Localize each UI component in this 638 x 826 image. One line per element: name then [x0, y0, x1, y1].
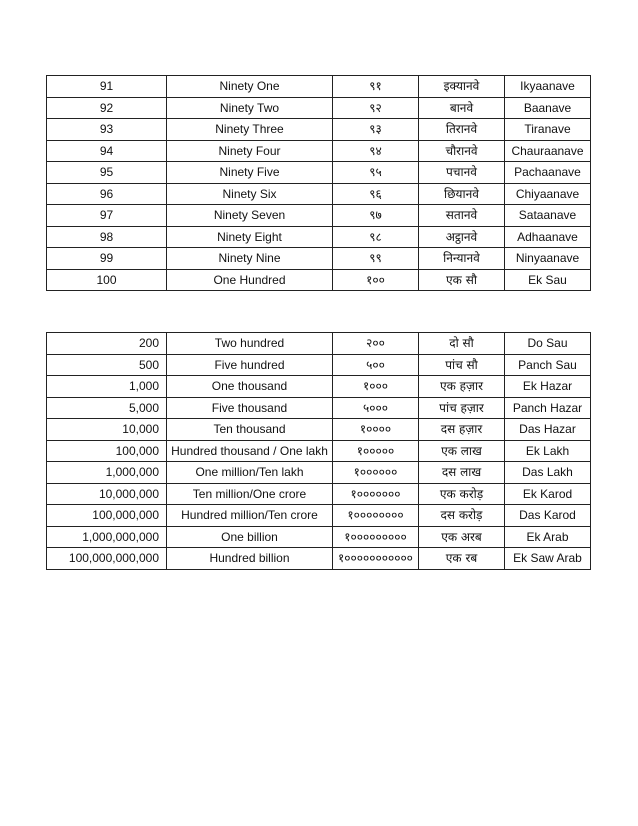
- english-name-cell: Ninety Five: [167, 162, 333, 184]
- number-cell: 92: [47, 97, 167, 119]
- devanagari-numeral-cell: १००००: [333, 419, 419, 441]
- table-row: [47, 333, 591, 355]
- hindi-word-cell: चौरानवे: [419, 140, 505, 162]
- transliteration-cell: Chiyaanave: [505, 183, 591, 205]
- english-name-cell: Ninety Two: [167, 97, 333, 119]
- transliteration-cell: Ikyaanave: [505, 76, 591, 98]
- table-row: [47, 462, 591, 484]
- devanagari-numeral-cell: २००: [333, 333, 419, 355]
- table-row: [47, 183, 591, 205]
- english-name-cell: Ninety Six: [167, 183, 333, 205]
- english-name-cell: One Hundred: [167, 269, 333, 291]
- devanagari-numeral-cell: ९६: [333, 183, 419, 205]
- numbers-table-91-to-100: [46, 75, 591, 291]
- transliteration-cell: Chauraanave: [505, 140, 591, 162]
- hindi-word-cell: दस लाख: [419, 462, 505, 484]
- table-row: [47, 354, 591, 376]
- english-name-cell: Ninety One: [167, 76, 333, 98]
- transliteration-cell: Das Hazar: [505, 419, 591, 441]
- hindi-word-cell: बानवे: [419, 97, 505, 119]
- hindi-word-cell: एक रब: [419, 548, 505, 570]
- devanagari-numeral-cell: १०००००: [333, 440, 419, 462]
- number-cell: 98: [47, 226, 167, 248]
- table-row: [47, 376, 591, 398]
- table-row: [47, 397, 591, 419]
- transliteration-cell: Ek Sau: [505, 269, 591, 291]
- devanagari-numeral-cell: ९१: [333, 76, 419, 98]
- hindi-word-cell: दो सौ: [419, 333, 505, 355]
- number-cell: 93: [47, 119, 167, 141]
- number-cell: 500: [47, 354, 167, 376]
- transliteration-cell: Panch Hazar: [505, 397, 591, 419]
- number-cell: 97: [47, 205, 167, 227]
- english-name-cell: Hundred thousand / One lakh: [167, 440, 333, 462]
- table-row: [47, 548, 591, 570]
- table-row: [47, 248, 591, 270]
- transliteration-cell: Ek Karod: [505, 483, 591, 505]
- number-cell: 95: [47, 162, 167, 184]
- transliteration-cell: Ek Hazar: [505, 376, 591, 398]
- english-name-cell: Ninety Eight: [167, 226, 333, 248]
- devanagari-numeral-cell: १००: [333, 269, 419, 291]
- english-name-cell: Ninety Three: [167, 119, 333, 141]
- devanagari-numeral-cell: १००००००००: [333, 505, 419, 527]
- number-cell: 100,000,000: [47, 505, 167, 527]
- devanagari-numeral-cell: १०००००००: [333, 483, 419, 505]
- english-name-cell: Five thousand: [167, 397, 333, 419]
- devanagari-numeral-cell: ५०००: [333, 397, 419, 419]
- hindi-word-cell: दस हज़ार: [419, 419, 505, 441]
- hindi-word-cell: सतानवे: [419, 205, 505, 227]
- number-cell: 100,000,000,000: [47, 548, 167, 570]
- transliteration-cell: Tiranave: [505, 119, 591, 141]
- english-name-cell: Ninety Four: [167, 140, 333, 162]
- english-name-cell: Ten thousand: [167, 419, 333, 441]
- number-cell: 99: [47, 248, 167, 270]
- hindi-word-cell: अट्ठानवे: [419, 226, 505, 248]
- english-name-cell: One thousand: [167, 376, 333, 398]
- table-row: [47, 140, 591, 162]
- english-name-cell: Hundred billion: [167, 548, 333, 570]
- hindi-word-cell: पांच हज़ार: [419, 397, 505, 419]
- english-name-cell: Ten million/One crore: [167, 483, 333, 505]
- transliteration-cell: Das Karod: [505, 505, 591, 527]
- devanagari-numeral-cell: १००००००: [333, 462, 419, 484]
- devanagari-numeral-cell: ९७: [333, 205, 419, 227]
- devanagari-numeral-cell: ९८: [333, 226, 419, 248]
- devanagari-numeral-cell: १०००००००००: [333, 526, 419, 548]
- english-name-cell: One million/Ten lakh: [167, 462, 333, 484]
- transliteration-cell: Das Lakh: [505, 462, 591, 484]
- transliteration-cell: Adhaanave: [505, 226, 591, 248]
- devanagari-numeral-cell: ९९: [333, 248, 419, 270]
- table1-body: [47, 76, 591, 291]
- english-name-cell: One billion: [167, 526, 333, 548]
- hindi-word-cell: इक्यानवे: [419, 76, 505, 98]
- table-row: [47, 483, 591, 505]
- transliteration-cell: Ek Arab: [505, 526, 591, 548]
- hindi-word-cell: तिरानवे: [419, 119, 505, 141]
- table-row: [47, 419, 591, 441]
- transliteration-cell: Pachaanave: [505, 162, 591, 184]
- transliteration-cell: Ek Saw Arab: [505, 548, 591, 570]
- transliteration-cell: Sataanave: [505, 205, 591, 227]
- english-name-cell: Five hundred: [167, 354, 333, 376]
- hindi-word-cell: पांच सौ: [419, 354, 505, 376]
- number-cell: 100: [47, 269, 167, 291]
- transliteration-cell: Baanave: [505, 97, 591, 119]
- devanagari-numeral-cell: १०००००००००००: [333, 548, 419, 570]
- number-cell: 5,000: [47, 397, 167, 419]
- hindi-word-cell: एक अरब: [419, 526, 505, 548]
- devanagari-numeral-cell: ५००: [333, 354, 419, 376]
- hindi-word-cell: दस करोड़: [419, 505, 505, 527]
- table-row: [47, 505, 591, 527]
- table-row: [47, 76, 591, 98]
- hindi-word-cell: पचानवे: [419, 162, 505, 184]
- numbers-table-large-values: [46, 332, 591, 570]
- english-name-cell: Hundred million/Ten crore: [167, 505, 333, 527]
- number-cell: 10,000: [47, 419, 167, 441]
- devanagari-numeral-cell: ९४: [333, 140, 419, 162]
- number-cell: 1,000,000,000: [47, 526, 167, 548]
- transliteration-cell: Ek Lakh: [505, 440, 591, 462]
- number-cell: 96: [47, 183, 167, 205]
- english-name-cell: Ninety Seven: [167, 205, 333, 227]
- hindi-word-cell: एक सौ: [419, 269, 505, 291]
- hindi-word-cell: एक लाख: [419, 440, 505, 462]
- table-row: [47, 226, 591, 248]
- number-cell: 1,000: [47, 376, 167, 398]
- number-cell: 200: [47, 333, 167, 355]
- table-row: [47, 97, 591, 119]
- number-cell: 100,000: [47, 440, 167, 462]
- table-row: [47, 269, 591, 291]
- hindi-word-cell: निन्यानवे: [419, 248, 505, 270]
- table-row: [47, 119, 591, 141]
- transliteration-cell: Do Sau: [505, 333, 591, 355]
- devanagari-numeral-cell: ९५: [333, 162, 419, 184]
- english-name-cell: Ninety Nine: [167, 248, 333, 270]
- devanagari-numeral-cell: १०००: [333, 376, 419, 398]
- transliteration-cell: Panch Sau: [505, 354, 591, 376]
- hindi-word-cell: छियानवे: [419, 183, 505, 205]
- table-row: [47, 162, 591, 184]
- transliteration-cell: Ninyaanave: [505, 248, 591, 270]
- english-name-cell: Two hundred: [167, 333, 333, 355]
- table2-body: [47, 333, 591, 570]
- number-cell: 1,000,000: [47, 462, 167, 484]
- number-cell: 10,000,000: [47, 483, 167, 505]
- number-cell: 94: [47, 140, 167, 162]
- number-cell: 91: [47, 76, 167, 98]
- table-row: [47, 440, 591, 462]
- devanagari-numeral-cell: ९३: [333, 119, 419, 141]
- hindi-word-cell: एक करोड़: [419, 483, 505, 505]
- table-row: [47, 526, 591, 548]
- hindi-word-cell: एक हज़ार: [419, 376, 505, 398]
- devanagari-numeral-cell: ९२: [333, 97, 419, 119]
- table-row: [47, 205, 591, 227]
